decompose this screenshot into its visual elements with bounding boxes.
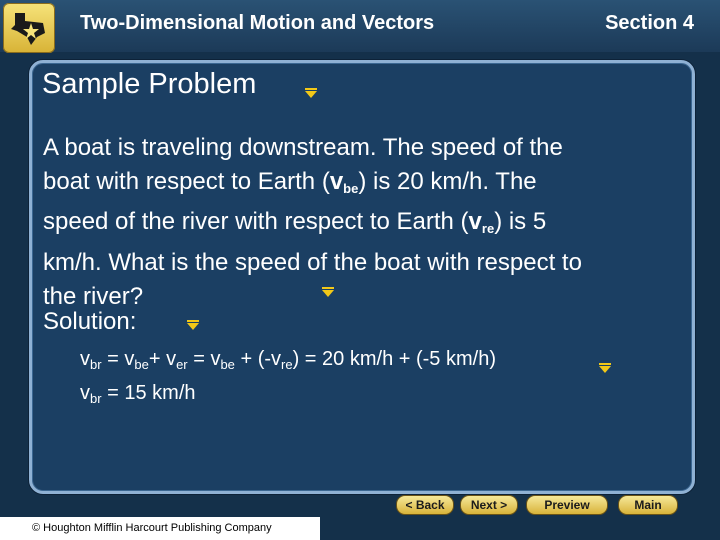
equation-line-1: $v_{br} = v_{be}+ v_{er} = v_{be} + (-v_{re}) = 20$ km/h + (-5 km/h) xyxy=(80,348,496,372)
advance-arrow-icon[interactable] xyxy=(305,91,317,98)
preview-button[interactable]: Preview xyxy=(526,495,608,515)
problem-line-5: the river? xyxy=(43,282,144,310)
copyright-text: © Houghton Mifflin Harcourt Publishing Company xyxy=(32,522,272,534)
advance-arrow-icon[interactable] xyxy=(599,366,611,373)
next-button[interactable]: Next > xyxy=(460,495,518,515)
section-label: Section 4 xyxy=(605,12,694,34)
equation-line-2: $v_{br} = 15$ km/h xyxy=(80,382,196,406)
problem-line-1: A boat is traveling downstream. The speed of the xyxy=(43,134,563,161)
advance-arrow-icon[interactable] xyxy=(187,323,199,330)
back-button[interactable]: < Back xyxy=(396,495,454,515)
texas-star-logo-icon xyxy=(3,3,55,53)
problem-text xyxy=(43,131,683,314)
problem-line-3: speed of the river with respect to Earth $(v_{re})$ is 5 xyxy=(43,208,547,237)
main-button[interactable]: Main xyxy=(618,495,678,515)
chapter-title: Two-Dimensional Motion and Vectors xyxy=(80,12,435,34)
problem-line-4: km/h. What is the speed of the boat with respect to xyxy=(43,249,582,277)
advance-arrow-icon[interactable] xyxy=(322,290,334,297)
panel-title: Sample Problem xyxy=(42,68,257,100)
problem-line-2: boat with respect to Earth $(v_{be})$ is 20 km/h. The xyxy=(43,167,537,196)
solution-label: Solution: xyxy=(43,308,137,335)
